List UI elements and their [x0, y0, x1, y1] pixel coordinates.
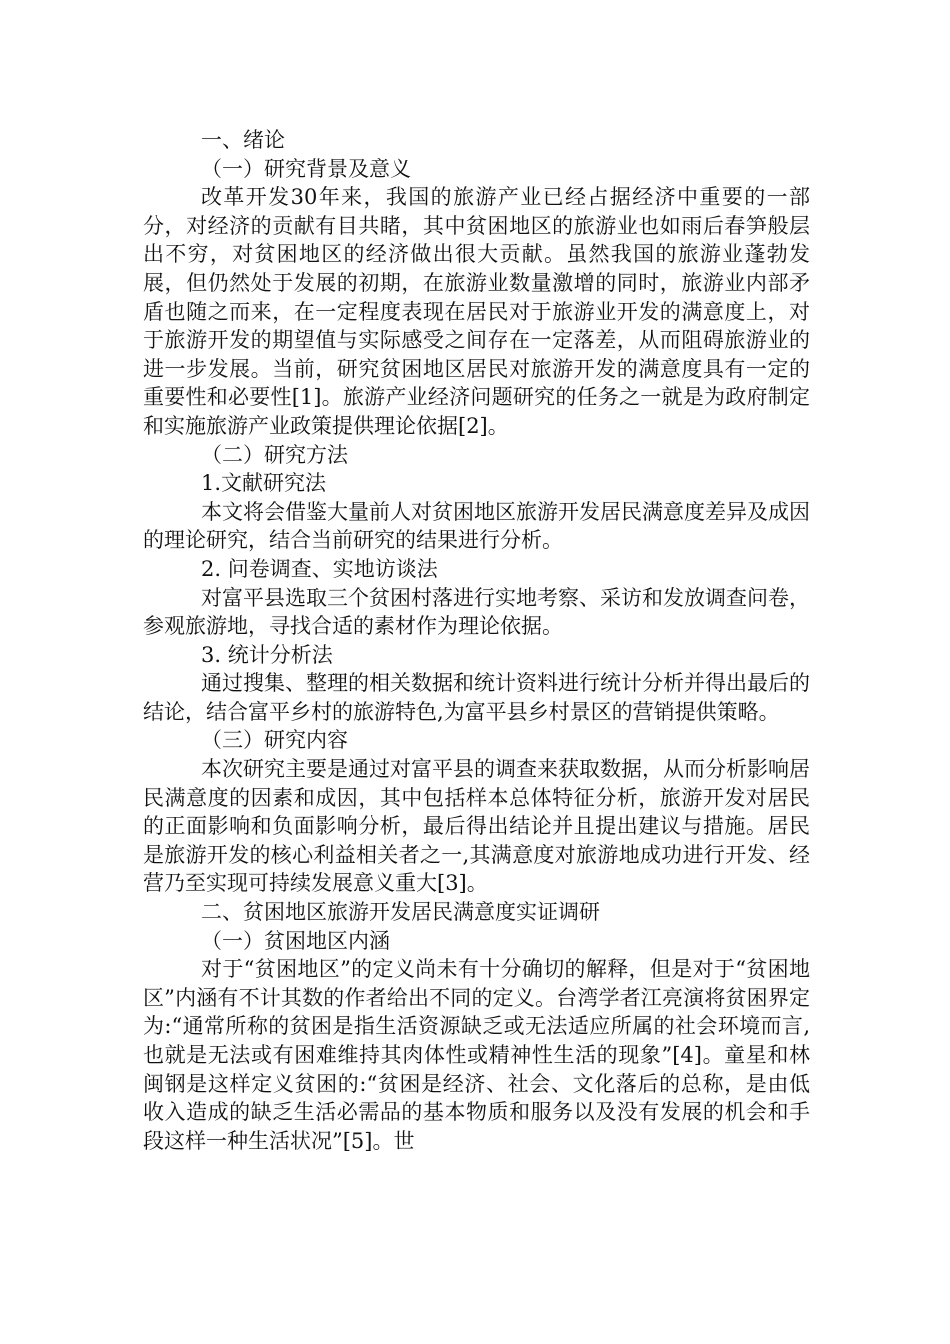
chapter-heading-1: 一、绪论 [201, 128, 285, 152]
paragraph-content: 本次研究主要是通过对富平县的调查来获取数据，从而分析影响居民满意度的因素和成因，其中包括样本总体特征分析，旅游开发对居民的正面影响和负面影响分析，最后得出结论并且提出建议与措施。居民是旅游开发的核心利益相关者之一,其满意度对旅游地成功进行开发、经营乃至实现可持续发展意义重大[3]。 [143, 757, 810, 896]
method-title-literature: 1.文献研究法 [201, 471, 327, 496]
paragraph-survey: 对富平县选取三个贫困村落进行实地考察、采访和发放调查问卷，参观旅游地，寻找合适的素材作为理论依据。 [143, 585, 810, 639]
method-title-statistics: 3. 统计分析法 [201, 642, 333, 667]
section-title-content: （三）研究内容 [201, 728, 348, 753]
paragraph-background: 改革开发30年来，我国的旅游产业已经占据经济中重要的一部分，对经济的贡献有目共睹，其中贫困地区的旅游业也如雨后春笋般层出不穷，对贫困地区的经济做出很大贡献。虽然我国的旅游业蓬勃发展，但仍然处于发展的初期，在旅游业数量激增的同时，旅游业内部矛盾也随之而来，在一定程度表现在居民对于旅游业开发的满意度上，对于旅游开发的期望值与实际感受之间存在一定落差，从而阻碍旅游业的进一步发展。当前，研究贫困地区居民对旅游开发的满意度具有一定的重要性和必要性[1]。旅游产业经济问题研究的任务之一就是为政府制定和实施旅游产业政策提供理论依据[2]。 [143, 185, 810, 438]
chapter-heading-2: 二、贫困地区旅游开发居民满意度实证调研 [201, 900, 600, 925]
method-title-survey: 2. 问卷调查、实地访谈法 [201, 556, 438, 581]
paragraph-poverty-definition: 对于“贫困地区”的定义尚未有十分确切的解释，但是对于“贫困地区”内涵有不计其数的作者给出不同的定义。台湾学者江亮演将贫困界定为:“通常所称的贫困是指生活资源缺乏或无法适应所属的社会环境而言,也就是无法或有困难维持其肉体性或精神性生活的现象”[4]。童星和林闽钢是这样定义贫困的:“贫困是经济、社会、文化落后的总称，是由低收入造成的缺乏生活必需品的基本物质和服务以及没有发展的机会和手段这样一种生活状况”[5]。世 [143, 957, 810, 1153]
document-body [143, 126, 810, 1155]
section-title-methods: （二）研究方法 [201, 442, 348, 467]
section-title-poverty-definition: （一）贫困地区内涵 [201, 928, 390, 953]
section-title-background: （一）研究背景及意义 [201, 156, 411, 181]
paragraph-literature: 本文将会借鉴大量前人对贫困地区旅游开发居民满意度差异及成因的理论研究，结合当前研究的结果进行分析。 [143, 499, 810, 553]
paragraph-statistics: 通过搜集、整理的相关数据和统计资料进行统计分析并得出最后的结论，结合富平乡村的旅游特色,为富平县乡村景区的营销提供策略。 [143, 671, 810, 724]
